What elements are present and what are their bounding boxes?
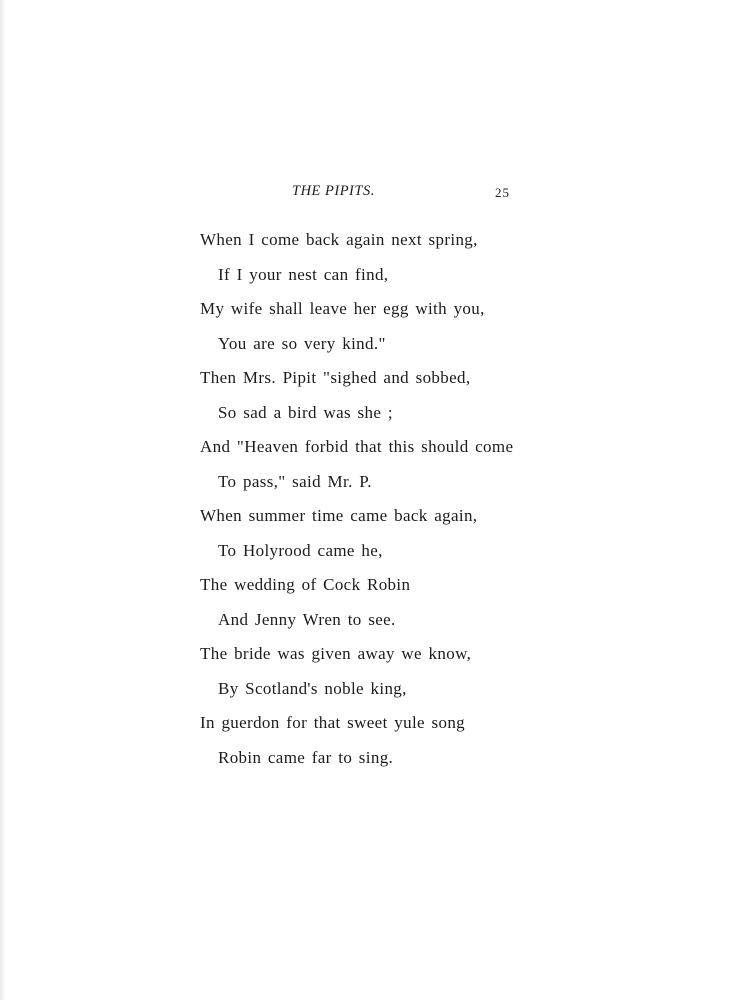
poem-line-11: The wedding of Cock Robin <box>200 575 411 594</box>
poem-line-12: And Jenny Wren to see. <box>218 609 396 629</box>
poem-line-10: To Holyrood came he, <box>218 540 383 560</box>
poem-line-14: By Scotland's noble king, <box>218 678 407 698</box>
poem-line-9: When summer time came back again, <box>200 506 478 525</box>
running-title: THE PIPITS. <box>292 183 375 199</box>
poem-line-6: So sad a bird was she ; <box>218 402 393 422</box>
poem-line-3: My wife shall leave her egg with you, <box>200 299 485 318</box>
poem-line-8: To pass," said Mr. P. <box>218 471 372 491</box>
page-edge-shadow <box>0 0 6 1000</box>
running-head <box>0 183 731 207</box>
poem-line-4: You are so very kind." <box>218 333 386 353</box>
page-number: 25 <box>495 185 510 200</box>
poem-line-16: Robin came far to sing. <box>218 747 394 767</box>
poem-line-7: And "Heaven forbid that this should come <box>200 437 514 456</box>
poem-line-13: The bride was given away we know, <box>200 644 472 663</box>
poem-line-2: If I your nest can find, <box>218 264 389 284</box>
poem-line-15: In guerdon for that sweet yule song <box>200 713 466 732</box>
poem-line-5: Then Mrs. Pipit "sighed and sobbed, <box>200 368 471 387</box>
poem-line-1: When I come back again next spring, <box>200 230 478 249</box>
